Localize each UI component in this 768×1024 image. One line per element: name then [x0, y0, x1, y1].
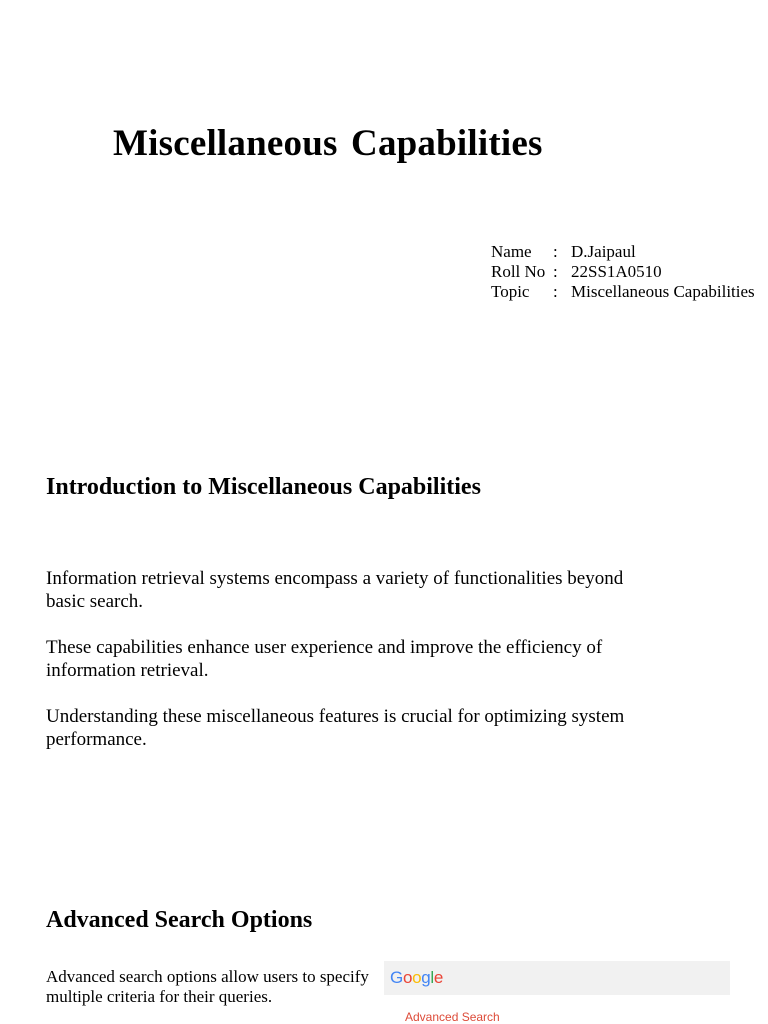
intro-body	[46, 567, 656, 774]
name-label: Name	[491, 242, 532, 261]
logo-letter: e	[433, 968, 444, 987]
advanced-search-link: Advanced Search	[405, 1010, 500, 1024]
google-screenshot	[384, 961, 730, 1024]
roll-label: Roll No	[491, 262, 546, 281]
intro-paragraph: These capabilities enhance user experience and improve the efficiency of information retrieval.	[46, 637, 603, 681]
logo-letter: o	[412, 968, 422, 987]
name-row	[491, 242, 755, 262]
intro-heading: Introduction to Miscellaneous Capabilities	[46, 474, 481, 500]
advanced-paragraph: Advanced search options allow users to specify multiple criteria for their queries.	[46, 967, 369, 1006]
author-info	[491, 242, 755, 302]
name-separator: :	[553, 242, 558, 261]
topic-label: Topic	[491, 282, 530, 301]
intro-paragraph: Information retrieval systems encompass a variety of functionalities beyond basic search.	[46, 568, 624, 612]
topic-row	[491, 282, 755, 302]
page-title: Miscellaneous Capabilities	[113, 123, 543, 164]
logo-letter: o	[402, 968, 413, 987]
topic-value: Miscellaneous Capabilities	[571, 282, 755, 301]
logo-letter: g	[421, 968, 431, 987]
advanced-heading: Advanced Search Options	[46, 907, 313, 933]
logo-letter: l	[430, 968, 434, 987]
roll-value: 22SS1A0510	[571, 262, 662, 281]
google-logo	[390, 968, 443, 988]
name-value: D.Jaipaul	[571, 242, 636, 261]
logo-letter: G	[390, 968, 403, 987]
google-header-bar	[384, 961, 730, 995]
topic-separator: :	[553, 282, 558, 301]
intro-paragraph: Understanding these miscellaneous features is crucial for optimizing system performance.	[46, 706, 625, 750]
roll-row	[491, 262, 755, 282]
roll-separator: :	[553, 262, 558, 281]
